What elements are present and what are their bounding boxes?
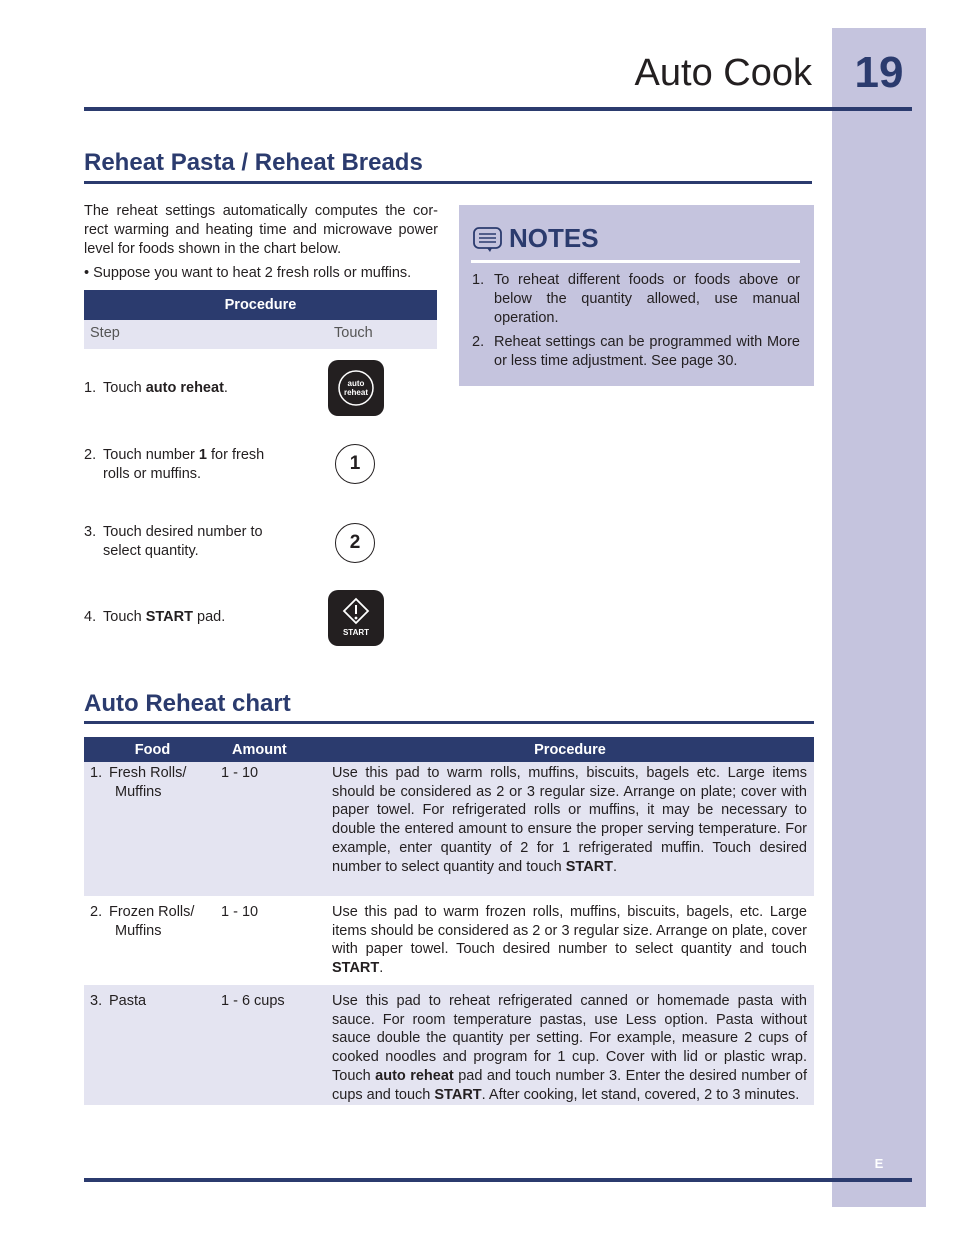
food-name-cont: Muffins — [115, 922, 162, 939]
notes-rule — [471, 260, 800, 263]
procedure-text: Use this pad to reheat refrigerated canned or homemade pasta with sauce. For room temperature pastas, use Less option. Pasta without sauce double the quantity per setting. For example, measure 2 cups of cooked noodles and program for 1 cup. Cover with lid or plastic wrap. Touch — [332, 993, 807, 1084]
section-title-reheat: Reheat Pasta / Reheat Breads — [84, 149, 423, 176]
note-number: 1. — [472, 272, 485, 288]
step-bold-text: auto reheat — [145, 380, 224, 396]
table-row — [84, 896, 814, 985]
step-text: Touch — [103, 380, 146, 396]
food-cell — [84, 985, 221, 1105]
note-item — [472, 271, 800, 328]
page-number: 19 — [854, 48, 904, 97]
procedure-step — [84, 379, 284, 398]
step-text-end: . — [223, 380, 228, 396]
step-text-end: for fresh rolls or muffins. — [103, 447, 265, 482]
food-cell — [84, 896, 221, 985]
procedure-text-end: . After cooking, let stand, covered, 2 to 3 minutes. — [481, 1086, 800, 1103]
step-number: 1. — [84, 380, 97, 396]
step-number: 3. — [84, 524, 97, 540]
procedure-bold: auto reheat — [375, 1067, 454, 1084]
procedure-step — [84, 523, 284, 561]
step-text: Touch desired number to select quantity. — [103, 524, 263, 559]
row-number: 2. — [90, 904, 103, 920]
start-pad-label: START — [342, 628, 370, 637]
intro-paragraph: The reheat settings automatically computes the cor-rect warming and heating time and microwave power level for foods shown in the chart below. — [84, 203, 438, 257]
touch-column-label: Touch — [334, 325, 373, 341]
page-title: Auto Cook — [634, 52, 812, 94]
food-name-cont: Muffins — [115, 783, 162, 800]
intro-text-block — [84, 202, 438, 288]
auto-reheat-pad-icon — [328, 360, 384, 416]
auto-reheat-table — [84, 737, 814, 1105]
procedure-step — [84, 608, 284, 627]
section-title-chart: Auto Reheat chart — [84, 690, 291, 717]
procedure-cell — [326, 896, 814, 985]
header-rule — [84, 107, 912, 111]
procedure-text-end: . — [613, 858, 618, 875]
procedure-text: Use this pad to warm rolls, muffins, biscuits, bagels etc. Large items should be considered as 2 or 3 regular size. Arrange on plate; cover with paper towel. For refrigerated rolls or muffins, it may be necessary to double the entered amount to ensure the proper serving temperature. For example, enter quantity of 2 for 1 refrigerated muffin. Touch desired number to select quantity and touch — [332, 765, 807, 875]
note-item — [472, 333, 800, 371]
footer-rule — [84, 1178, 912, 1182]
amount-column-header: Amount — [221, 737, 326, 762]
note-text: To reheat different foods or foods above or below the quantity allowed, use manual operation. — [494, 272, 800, 326]
procedure-text-end: . — [379, 960, 384, 977]
step-bold-text: START — [145, 609, 193, 625]
side-tab — [832, 28, 926, 1207]
table-row — [84, 985, 814, 1105]
amount-cell: 1 - 6 cups — [221, 985, 326, 1105]
food-name: Pasta — [109, 993, 147, 1009]
procedure-cell — [326, 762, 814, 896]
start-diamond-icon — [328, 590, 384, 646]
number-2-pad: 2 — [335, 523, 375, 563]
procedure-column-header: Procedure — [326, 737, 814, 762]
row-number: 3. — [90, 993, 103, 1009]
procedure-text: Use this pad to warm frozen rolls, muffins, biscuits, bagels, etc. Large items should be considered as 2 or 3 regular size. Arrange on plate, cover with paper towel. Touch desired number to select quantity and touch — [332, 904, 807, 958]
notes-box — [459, 205, 814, 386]
procedure-header: Procedure — [84, 290, 437, 320]
amount-cell: 1 - 10 — [221, 896, 326, 985]
food-cell — [84, 762, 221, 896]
procedure-text-mid: pad and touch number 3. Enter the desired number of cups and touch — [332, 1067, 807, 1103]
food-name: Fresh Rolls/ — [109, 765, 187, 781]
number-1-pad: 1 — [335, 444, 375, 484]
notes-title: NOTES — [509, 223, 599, 253]
food-column-header: Food — [84, 737, 221, 762]
section-rule — [84, 721, 814, 724]
table-header-row — [84, 737, 814, 762]
note-text: Reheat settings can be programmed with More or less time adjustment. See page 30. — [494, 334, 800, 369]
note-number: 2. — [472, 334, 485, 350]
step-number: 2. — [84, 447, 97, 463]
amount-cell: 1 - 10 — [221, 762, 326, 896]
procedure-cell — [326, 985, 814, 1105]
step-number: 4. — [84, 609, 97, 625]
intro-bullet: • Suppose you want to heat 2 fresh rolls or muffins. — [84, 265, 412, 281]
auto-reheat-pad-label-1: auto — [347, 379, 365, 388]
notepad-icon — [473, 227, 503, 253]
food-name: Frozen Rolls/ — [109, 904, 195, 920]
procedure-bold: START — [332, 960, 380, 977]
procedure-bold-2: START — [434, 1086, 482, 1103]
step-bold-text: 1 — [198, 447, 207, 463]
auto-reheat-pad-label-2: reheat — [343, 388, 369, 397]
step-text: Touch number — [103, 447, 199, 463]
section-rule — [84, 181, 812, 184]
step-text-end: pad. — [193, 609, 226, 625]
auto-reheat-pad — [328, 360, 384, 416]
start-pad — [328, 590, 384, 646]
row-number: 1. — [90, 765, 103, 781]
procedure-bold: START — [565, 858, 614, 875]
step-text: Touch — [103, 609, 146, 625]
procedure-subheader — [84, 320, 437, 349]
table-row — [84, 762, 814, 896]
step-column-label: Step — [90, 325, 120, 341]
language-tab-letter: E — [874, 1156, 884, 1171]
procedure-step — [84, 446, 284, 484]
